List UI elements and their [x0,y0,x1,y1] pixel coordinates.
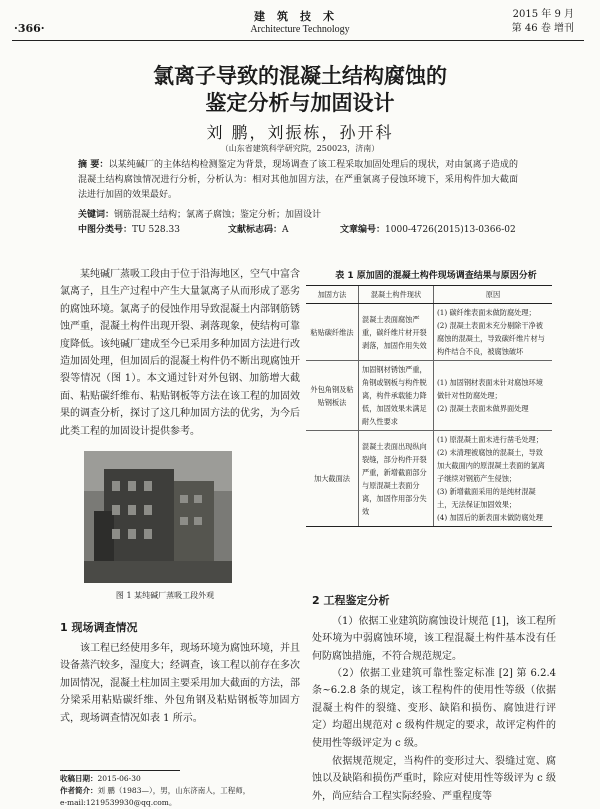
table-cell-status: 加固钢材锈蚀严重，角钢或钢板与构件脱离，构件承载能力降低，加固效果未满足耐久性要求 [359,361,434,431]
received-label: 收稿日期： [60,774,98,783]
issue-volume: 第 46 卷 增刊 [511,23,574,34]
table-row [306,431,552,527]
section-2-heading: 2 工程鉴定分析 [312,594,390,607]
doc-code-value: A [282,225,289,235]
classification [78,222,538,235]
table-cell-cause [434,431,553,527]
footnote-email: e-mail:1219539930@qq.com。 [60,798,177,807]
table-cell-cause [434,361,553,431]
cause-item: (2) 未清理被腐蚀的混凝土，导致加大截面内的原混凝土表面的氯离子继续对钢筋产生侵蚀； [437,448,545,483]
cause-item: (1) 加固钢材表面未针对腐蚀环境做针对性防腐处理； [437,378,543,400]
footnote-author [60,785,310,797]
footnote-rule [60,770,180,771]
figure-1-caption: 图 1 某纯碱厂蒸吸工段外观 [115,591,215,600]
title-line-2: 鉴定分析与加固设计 [205,90,395,115]
table-row [306,361,552,431]
article-number-label: 文章编号： [340,225,386,235]
issue-info [512,8,574,36]
section-2-paragraph-2: （2）依据工业建筑可靠性鉴定标准 [2] 第 6.2.4 条~6.2.8 条的规定，该工程构件的使用性等级（依据混凝土构件的裂缝、变形、缺陷和损伤、腐蚀进行评定）均超出规范对 c 级构件规定的要求，故评定构件的使用性等级评定为 c 级。 [312,668,556,749]
clc-label: 中图分类号： [78,225,133,235]
cause-item: (2) 混凝土表面未充分剔除干净被腐蚀的混凝土，导致碳纤维片材与构件结合不良，被腐蚀破坏 [437,321,545,356]
doc-code-label: 文献标志码： [228,225,283,235]
header-rule [12,40,584,41]
journal-title-zh: 建筑技术 [254,10,346,23]
table-row [306,304,552,361]
table-header-status: 混凝土构件现状 [359,286,434,304]
authors: 刘 鹏，刘振栋，孙开科 [206,123,394,142]
section-2-paragraph-1: （1）依据工业建筑防腐蚀设计规范 [1]，该工程所处环境为中弱腐蚀环境，该工程混凝土构件基本没有任何防腐蚀措施，不符合规范规定。 [312,616,556,662]
table-cell-method: 加大截面法 [306,431,359,527]
intro-paragraph: 某纯碱厂蒸吸工段由于位于沿海地区，空气中富含氯离子，且生产过程中产生大量氯离子从而形成了恶劣的腐蚀环境。氯离子的侵蚀作用导致混凝土内部钢筋锈蚀严重，混凝土构件出现开裂、剥落现象，使结构可靠度降低。该纯碱厂建成至今已采用多种加固方法进行改造加固处理，但加固后的混凝土构件仍不断出现腐蚀开裂等情况（图 1）。本文通过针对外包钢、加筋增大截面、粘贴碳纤维布、粘贴钢板等方法在该工程的加固效果的调查分析，探讨了这几种加固方法的优劣，为今后此类工程的加固设计提供参考。 [60,269,300,437]
article-number-value: 1000-4726(2015)13-0366-02 [385,225,516,235]
table-header-method: 加固方法 [306,286,359,304]
keywords-text: 钢筋混凝土结构；氯离子腐蚀；鉴定分析；加固设计 [114,210,322,220]
cause-item: (1) 碳纤维表面未做防腐处理； [437,308,536,317]
figure-1-photo [84,451,232,583]
table-cell-cause [434,304,553,361]
table-1 [306,285,552,527]
building-photo-illustration [84,451,232,583]
table-cell-status: 混凝土表面腐蚀严重，碳纤维片材开裂剥落，加固作用失效 [359,304,434,361]
cause-item: (3) 新增截面采用的是纯材混凝土，无法保证加固效果； [437,487,536,509]
journal-header [210,8,390,35]
author-bio: 刘 鹏（1983—），男，山东济南人，工程师， [97,786,251,795]
journal-title-en: Architecture Technology [250,24,350,35]
table-cell-method: 粘贴碳纤维法 [306,304,359,361]
keywords [78,207,518,220]
footnote-received [60,773,310,785]
cause-item: (1) 原混凝土面未进行凿毛处理； [437,435,543,444]
table-header-row [306,286,552,304]
clc-value: TU 528.33 [132,225,180,235]
table-1-title: 表 1 原加固的混凝土构件现场调查结果与原因分析 [335,271,537,281]
author-bio-label: 作者简介： [60,786,98,795]
title-line-1: 氯离子导致的混凝土结构腐蚀的 [153,63,447,88]
abstract-text: 以某纯碱厂的主体结构检测鉴定为背景，现场调查了该工程采取加固处理后的现状，对由氯离子造成的混凝土结构腐蚀情况进行分析，分析认为：相对其他加固方法，在严重氯离子侵蚀环境下，采用构件加大截面法进行加固的效果最好。 [78,160,518,200]
received-date: 2015-06-30 [97,774,141,783]
table-header-cause: 原因 [434,286,553,304]
section-1-heading: 1 现场调查情况 [60,621,138,634]
section-1-paragraph: 该工程已经使用多年，现场环境为腐蚀环境，并且设备蒸汽较多，湿度大；经调查，该工程以前存在多次加固情况，混凝土柱加固主要采用加大截面的方法，部分梁采用粘贴碳纤维、外包角钢及粘贴钢板等加固方式，现场调查情况如表 1 所示。 [60,643,300,724]
table-cell-status: 混凝土表面出现纵向裂缝，部分构件开裂严重，新增截面部分与原混凝土表面分离，加固作用部分失效 [359,431,434,527]
page-number: ·366· [14,22,45,35]
cause-item: (4) 加固后的新表面未做防腐处理 [437,513,543,522]
issue-date: 2015 年 9 月 [512,9,574,20]
keywords-label: 关键词： [78,210,115,220]
abstract [78,158,518,203]
abstract-label: 摘 要： [78,160,109,170]
cause-item: (2) 混凝土表面未做界面处理 [437,404,529,413]
section-2-paragraph-3: 依据规范规定，当构件的变形过大、裂缝过宽、腐蚀以及缺陷和损伤严重时，除应对使用性等级评为 c 级外，尚应结合工程实际经验、严重程度等 [312,756,556,802]
affiliation: （山东省建筑科学研究院，250023，济南） [220,144,380,153]
table-cell-method: 外包角钢及粘贴钢板法 [306,361,359,431]
